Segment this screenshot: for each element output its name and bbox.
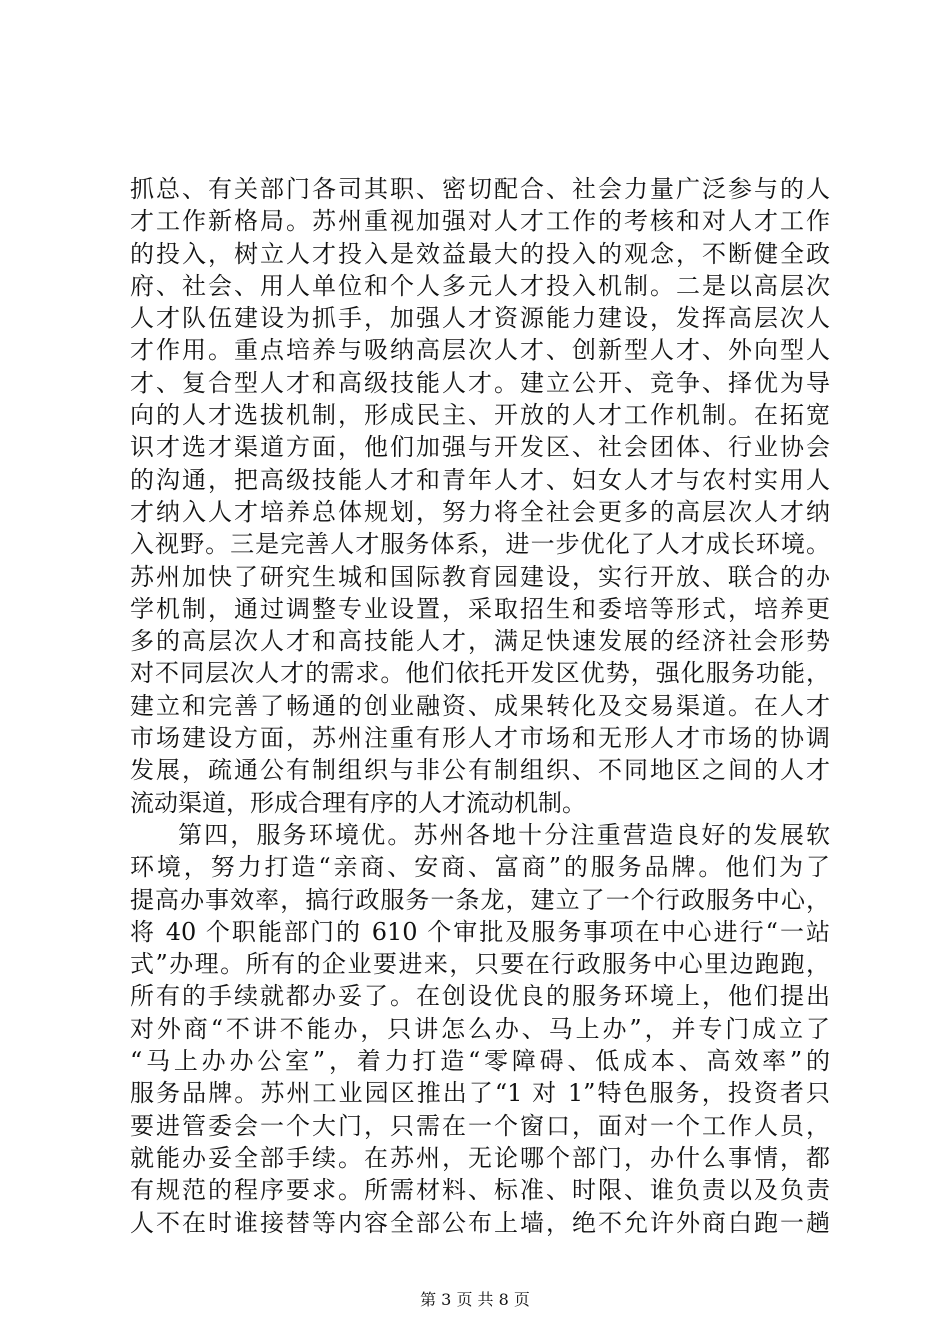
para-continued-line: 对不同层次人才的需求。他们依托开发区优势，强化服务功能， (130, 659, 830, 688)
para-continued-line: 流动渠道，形成合理有序的人才流动机制。 (130, 788, 586, 817)
para-continued-line: 多的高层次人才和高技能人才，满足快速发展的经济社会形势 (130, 627, 830, 656)
para-fourth-line: 所有的手续就都办妥了。在创设优良的服务环境上，他们提出 (130, 982, 830, 1011)
para-fourth-line: “马上办办公室”，着力打造“零障碍、低成本、高效率”的 (130, 1047, 830, 1076)
body-text (130, 173, 830, 1239)
para-continued-line: 才工作新格局。苏州重视加强对人才工作的考核和对人才工作 (130, 207, 830, 236)
para-continued-line: 府、社会、用人单位和个人多元人才投入机制。二是以高层次 (130, 271, 830, 300)
para-continued-line: 识才选才渠道方面，他们加强与开发区、社会团体、行业协会 (130, 433, 830, 462)
para-continued-line: 的沟通，把高级技能人才和青年人才、妇女人才与农村实用人 (130, 465, 830, 494)
para-continued-line: 向的人才选拔机制，形成民主、开放的人才工作机制。在拓宽 (130, 401, 830, 430)
para-fourth-line: 提高办事效率，搞行政服务一条龙，建立了一个行政服务中心， (130, 885, 830, 914)
para-continued-line: 发展，疏通公有制组织与非公有制组织、不同地区之间的人才 (130, 756, 830, 785)
para-continued-line: 抓总、有关部门各司其职、密切配合、社会力量广泛参与的人 (130, 175, 830, 203)
para-continued-line: 建立和完善了畅通的创业融资、成果转化及交易渠道。在人才 (130, 691, 830, 720)
para-fourth-line: 要进管委会一个大门，只需在一个窗口，面对一个工作人员， (130, 1111, 830, 1140)
para-fourth-line: 有规范的程序要求。所需材料、标准、时限、谁负责以及负责 (130, 1176, 830, 1205)
para-continued-line: 学机制，通过调整专业设置，采取招生和委培等形式，培养更 (130, 594, 830, 623)
para-fourth-line: 式”办理。所有的企业要进来，只要在行政服务中心里边跑跑， (130, 950, 830, 979)
para-continued-line: 才作用。重点培养与吸纳高层次人才、创新型人才、外向型人 (130, 336, 830, 365)
para-continued-line: 的投入，树立人才投入是效益最大的投入的观念，不断健全政 (130, 239, 830, 268)
para-fourth-line: 环境，努力打造“亲商、安商、富商”的服务品牌。他们为了 (130, 853, 830, 882)
page-footer: 第 3 页 共 8 页 (420, 1290, 530, 1309)
para-continued-line: 市场建设方面，苏州注重有形人才市场和无形人才市场的协调 (130, 724, 830, 753)
para-fourth-line: 就能办妥全部手续。在苏州，无论哪个部门，办什么事情，都 (130, 1143, 830, 1172)
para-fourth-line: 对外商“不讲不能办，只讲怎么办、马上办”，并专门成立了 (130, 1014, 830, 1043)
para-continued-line: 才、复合型人才和高级技能人才。建立公开、竞争、择优为导 (130, 368, 830, 397)
para-continued-line: 人才队伍建设为抓手，加强人才资源能力建设，发挥高层次人 (130, 304, 830, 333)
para-continued-line: 入视野。三是完善人才服务体系，进一步优化了人才成长环境。 (130, 530, 830, 559)
para-fourth-line: 第四，服务环境优。苏州各地十分注重营造良好的发展软 (178, 820, 830, 849)
para-fourth-line: 将 40 个职能部门的 610 个审批及服务事项在中心进行“一站 (130, 917, 830, 946)
para-continued-line: 才纳入人才培养总体规划，努力将全社会更多的高层次人才纳 (130, 497, 830, 526)
para-fourth-line: 服务品牌。苏州工业园区推出了“1 对 1”特色服务，投资者只 (130, 1079, 830, 1108)
para-fourth-line: 人不在时谁接替等内容全部公布上墙，绝不允许外商白跑一趟 (130, 1208, 830, 1237)
para-continued-line: 苏州加快了研究生城和国际教育园建设，实行开放、联合的办 (130, 562, 830, 591)
